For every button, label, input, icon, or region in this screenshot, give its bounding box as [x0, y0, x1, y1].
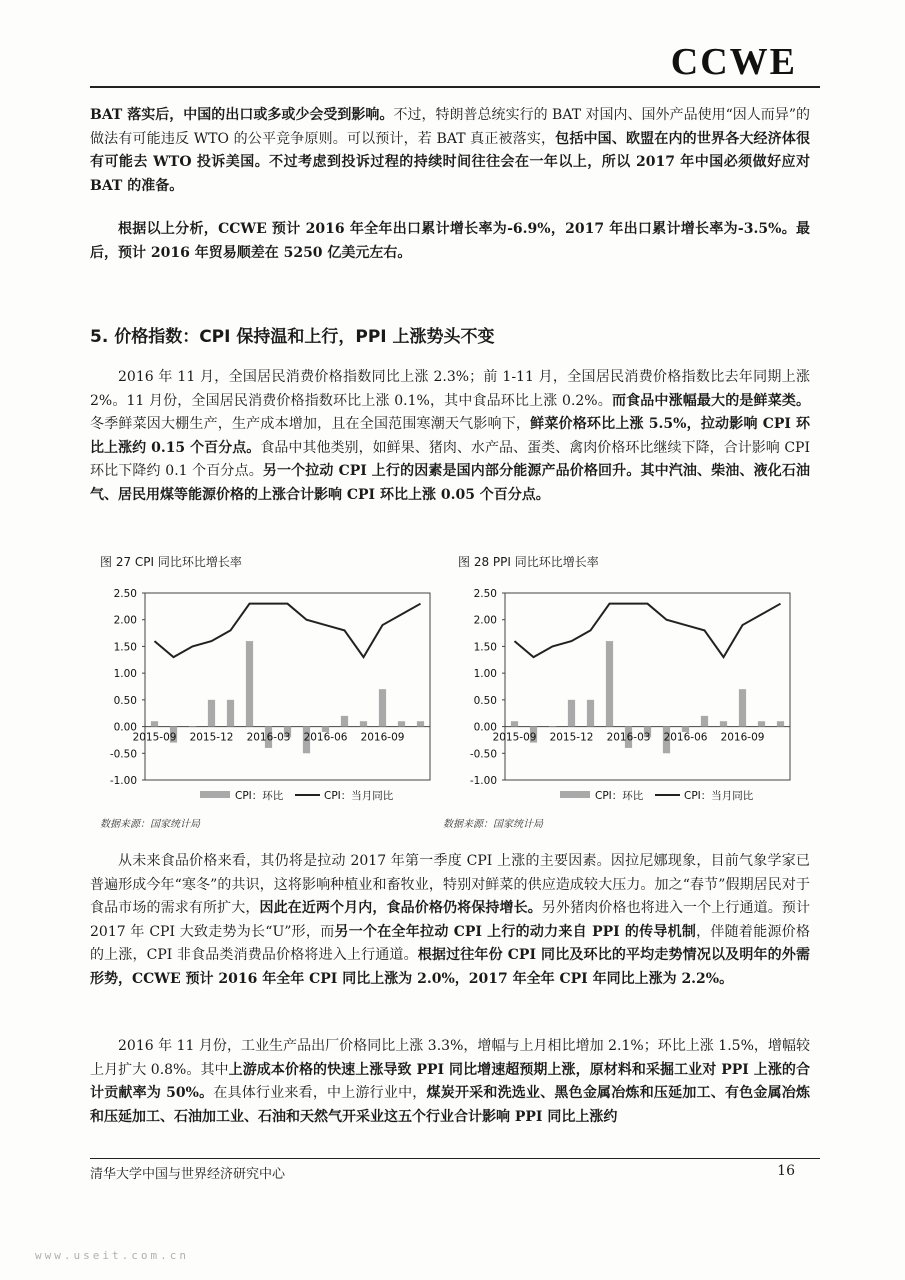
text-segment: 2016 年 11 月份，工业生产品出厂价格同比上涨 3.3%，增幅与上月相比增加 2.1%；环比上涨 1.5%，增幅较上月扩大 0.8%。其中 [90, 1038, 810, 1078]
legend-label-line: CPI：当月同比 [684, 790, 754, 802]
bar-2015-12 [208, 700, 215, 727]
bold-text-segment: 另一个在全年拉动 CPI 上行的动力来自 PPI 的传导机制 [334, 923, 697, 940]
line-series-yoy [515, 604, 781, 657]
ccwe-logo: CCWE [670, 41, 797, 83]
bold-text-segment: 因此在近两个月内，食品价格仍将保持增长。 [259, 900, 542, 916]
x-tick-label: 2015-09 [132, 731, 177, 744]
bar-2016-09 [739, 689, 746, 726]
section-heading-price-index: 5. 价格指数：CPI 保持温和上行，PPI 上涨势头不变 [90, 327, 495, 347]
bold-text-segment: 根据过往年份 CPI 同比及环比的平均走势情况以及明年的外需形势，CCWE 预计 2016 年全年 CPI 同比上涨为 2.0%，2017 年全年 CPI 年同比上涨为 2.2%。 [90, 947, 810, 987]
line-series-yoy [155, 604, 421, 657]
bold-text-segment: 根据以上分析，CCWE 预计 2016 年全年出口累计增长率为-6.9%，2017 年出口累计增长率为-3.5%。最后，预计 2016 年贸易顺差在 5250 亿美元左右。 [90, 221, 810, 261]
cpi-chart [95, 575, 435, 810]
bar-2016-01 [587, 700, 594, 727]
y-tick-label: 1.50 [113, 641, 137, 654]
bold-text-segment: 煤炭开采和洗选业、黑色金属冶炼和压延加工、有色金属冶炼和压延加工、石油加工业、石油和天然气开采业这五个行业合计影响 PPI 同比上涨约 [90, 1085, 811, 1125]
bar-2016-11 [777, 721, 784, 726]
text-segment: ，伴随着能源价格的上涨，CPI 非食品类消费品价格将进入上行通道。 [90, 923, 810, 963]
bar-2016-02 [606, 641, 613, 726]
y-tick-label: 2.50 [473, 588, 497, 600]
figure-28-title: 图 28 PPI 同比环比增长率 [458, 555, 599, 569]
bar-2016-08 [720, 721, 727, 726]
x-tick-label: 2015-12 [189, 731, 234, 744]
legend-swatch-bar [200, 791, 230, 798]
text-segment: 不过，特朗普总统实行的 BAT 对国内、国外产品使用“因人而异”的做法有可能违反 WTO 的公平竞争原则。可以预计，若 BAT 真正被落实， [90, 107, 810, 147]
legend-swatch-bar [560, 791, 590, 798]
bold-text-segment: 上游成本价格的快速上涨导致 PPI 同比增速超预期上涨，原材料和采掘工业对 PPI 上涨的合计贡献率为 50%。 [90, 1061, 810, 1101]
paragraph-export-forecast [90, 218, 810, 265]
figure-27-source: 数据来源：国家统计局 [100, 819, 200, 830]
y-tick-label: -0.50 [109, 748, 137, 761]
bar-2016-02 [246, 641, 253, 726]
y-tick-label: 0.00 [113, 721, 137, 734]
text-segment: 2016 年 11 月，全国居民消费价格指数同比上涨 2.3%；前 1-11 月，全国居民消费价格指数比去年同期上涨 2%。11 月份，全国居民消费价格指数环比上涨 0.1%，其中食品环比上涨 0.2%。 [90, 369, 810, 409]
y-tick-label: 2.50 [113, 588, 137, 600]
y-tick-label: -1.00 [109, 775, 137, 787]
bar-2016-10 [758, 721, 765, 726]
header-rule [90, 86, 820, 88]
text-segment: 冬季鲜菜因大棚生产，生产成本增加，且在全国范围寒潮天气影响下， [90, 416, 531, 432]
legend-label-line: CPI：当月同比 [324, 790, 394, 802]
bar-2015-09 [511, 721, 518, 726]
bar-2016-11 [417, 721, 424, 726]
figure-27-title: 图 27 CPI 同比环比增长率 [100, 555, 242, 569]
bar-2015-12 [568, 700, 575, 727]
x-tick-label: 2016-03 [246, 731, 291, 744]
bar-2016-10 [398, 721, 405, 726]
text-segment: 在具体行业来看，中上游行业中， [213, 1085, 427, 1101]
bar-2015-09 [151, 721, 158, 726]
plot-frame [505, 593, 790, 780]
bold-text-segment: 而食品中涨幅最大的是鲜菜类。 [611, 392, 811, 409]
x-tick-label: 2015-12 [549, 731, 594, 744]
y-tick-label: -1.00 [469, 775, 497, 787]
paragraph-bat [90, 104, 810, 198]
paragraph-ppi-november [90, 1035, 810, 1129]
y-tick-label: 1.00 [113, 668, 137, 681]
bar-2015-11 [549, 727, 556, 728]
paragraph-food-outlook [90, 850, 810, 991]
y-tick-label: 0.50 [473, 694, 497, 707]
ppi-chart [455, 575, 795, 810]
bar-2015-11 [189, 727, 196, 728]
plot-frame [145, 593, 430, 780]
y-tick-label: -0.50 [469, 748, 497, 761]
x-tick-label: 2016-09 [360, 731, 405, 744]
legend-label-bar: CPI：环比 [235, 790, 284, 802]
figure-28-source: 数据来源：国家统计局 [443, 819, 543, 830]
bar-2016-01 [227, 700, 234, 727]
bar-2016-07 [341, 716, 348, 727]
bar-2016-08 [360, 721, 367, 726]
bold-text-segment: 包括中国、欧盟在内的世界各大经济体很有可能去 WTO 投诉美国。不过考虑到投诉过程的持续时间往往会在一年以上，所以 2017 年中国必须做好应对 BAT 的准备。 [90, 130, 810, 194]
bar-2016-09 [379, 689, 386, 726]
bold-text-segment: 另一个拉动 CPI 上行的因素是国内部分能源产品价格回升。其中汽油、柴油、液化石油气、居民用煤等能源价格的上涨合计影响 CPI 环比上涨 0.05 个百分点。 [90, 463, 811, 503]
text-segment: 从未来食品价格来看，其仍将是拉动 2017 年第一季度 CPI 上涨的主要因素。因拉尼娜现象，目前气象学家已普遍形成今年“寒冬”的共识，这将影响种植业和畜牧业，特别对鲜菜的供应造成较大压力。加之“春节”假期居民对于食品市场的需求有所扩大， [90, 853, 810, 916]
text-segment: 另外猪肉价格也将进入一个上行通道。预计 2017 年 CPI 大致走势为长“U”形，而 [90, 900, 811, 940]
y-tick-label: 1.50 [473, 641, 497, 654]
text-segment: 食品中其他类别，如鲜果、猪肉、水产品、蛋类、禽肉价格环比继续下降，合计影响 CPI 环比下降约 0.1 个百分点。 [90, 439, 810, 479]
y-tick-label: 0.50 [113, 694, 137, 707]
paragraph-cpi-november [90, 366, 810, 507]
bold-text-segment: 鲜菜价格环比上涨 5.5%，拉动影响 CPI 环比上涨约 0.15 个百分点。 [90, 416, 811, 456]
y-tick-label: 2.00 [113, 614, 137, 627]
bold-text-segment: BAT 落实后，中国的出口或多或少会受到影响。 [90, 107, 394, 123]
x-tick-label: 2016-06 [303, 731, 348, 744]
x-tick-label: 2015-09 [492, 731, 537, 744]
y-tick-label: 1.00 [473, 668, 497, 681]
x-tick-label: 2016-09 [720, 731, 765, 744]
page-number: 16 [777, 1163, 795, 1179]
y-tick-label: 2.00 [473, 614, 497, 627]
footer-organization: 清华大学中国与世界经济研究中心 [90, 1167, 286, 1182]
watermark-url: www.useit.com.cn [35, 1249, 189, 1262]
x-tick-label: 2016-06 [663, 731, 708, 744]
x-tick-label: 2016-03 [606, 731, 651, 744]
footer-rule [90, 1158, 820, 1159]
y-tick-label: 0.00 [473, 721, 497, 734]
legend-label-bar: CPI：环比 [595, 790, 644, 802]
bar-2016-07 [701, 716, 708, 727]
